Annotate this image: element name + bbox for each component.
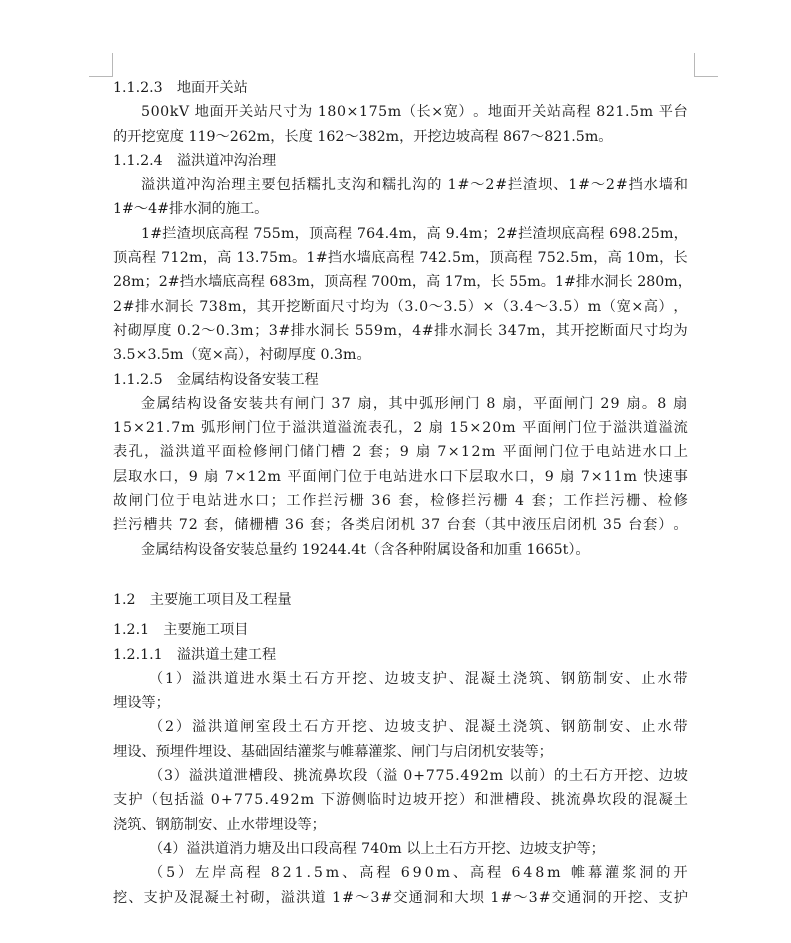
- section-heading: 1.1.2.4 溢洪道冲沟治理: [113, 152, 277, 169]
- paragraph-line: （ 3 ） 溢 洪 道 泄 槽 段 、 挑 流 鼻 坎 段 （ 溢 0 + 7 7 5 . 4 9 2 m 以 前 ） 的 土 石 方 开 挖 、 边 坡: [149, 768, 688, 785]
- paragraph-line: （ 2 ） 溢 洪 道 闸 室 段 土 石 方 开 挖 、 边 坡 支 护 、 混 凝 土 浇 筑 、 钢 筋 制 安 、 止 水 带: [149, 719, 688, 736]
- paragraph-line: 2 8 m ； 2 # 挡 水 墙 底 高 程 6 8 3 m ， 顶 高 程 7 0 0 m ， 高 1 7 m ， 长 5 5 m 。 1 # 排 水 洞 长 2 8 0 m ，: [113, 274, 692, 291]
- paragraph-line: 1 # 拦 渣 坝 底 高 程 7 5 5 m ， 顶 高 程 7 6 4 . 4 m ， 高 9 . 4 m ； 2 # 拦 渣 坝 底 高 程 6 9 8 . 2 5 m ，: [141, 225, 688, 242]
- paragraph-line: 埋设等；: [113, 695, 170, 712]
- section-heading: 1.1.2.3 地面开关站: [113, 80, 248, 96]
- spacer: [113, 562, 688, 588]
- crop-mark-top-left-vertical: [112, 53, 113, 77]
- paragraph-line: 1 5 × 2 1 . 7 m 弧 形 闸 门 位 于 溢 洪 道 溢 流 表 孔 ， 2 扇 1 5 × 2 0 m 平 面 闸 门 位 于 溢 洪 道 溢 流: [113, 420, 688, 437]
- section-heading: 1.2 主要施工项目及工程量: [113, 591, 292, 608]
- paragraph-line: 层 取 水 口 ， 9 扇 7 × 1 2 m 平 面 闸 门 位 于 电 站 进 水 口 下 层 取 水 口 ， 9 扇 7 × 1 1 m 快 速 事: [113, 468, 688, 485]
- paragraph-line: 顶 高 程 7 1 2 m ， 高 1 3 . 7 5 m 。 1 # 挡 水 墙 底 高 程 7 4 2 . 5 m ， 顶 高 程 7 5 2 . 5 m ， 高 1 0 m ， 长: [113, 250, 688, 267]
- crop-mark-top-right-horizontal: [694, 76, 718, 77]
- crop-mark-top-left-horizontal: [89, 76, 113, 77]
- paragraph-line: （ 1 ） 溢 洪 道 进 水 渠 土 石 方 开 挖 、 边 坡 支 护 、 混 凝 土 浇 筑 、 钢 筋 制 安 、 止 水 带: [149, 670, 688, 687]
- paragraph-line: （ 5 ） 左 岸 高 程 8 2 1 . 5 m 、 高 程 6 9 0 m 、 高 程 6 4 8 m 帷 幕 灌 浆 洞 的 开: [149, 865, 688, 882]
- paragraph-line: 支 护 （ 包 括 溢 0 + 7 7 5 . 4 9 2 m 下 游 侧 临 时 边 坡 开 挖 ） 和 泄 槽 段 、 挑 流 鼻 坎 段 的 混 凝 土: [113, 792, 688, 809]
- paragraph-line: 故 闸 门 位 于 电 站 进 水 口 ； 工 作 拦 污 栅 3 6 套 ， 检 修 拦 污 栅 4 套 ； 工 作 拦 污 栅 、 检 修: [113, 493, 688, 510]
- paragraph-line: 3.5×3.5m（宽×高），衬砌厚度 0.3m。: [113, 347, 371, 364]
- paragraph-line: 拦 污 槽 共 7 2 套 ， 储 栅 槽 3 6 套 ； 各 类 启 闭 机 3 7 台 套 （ 其 中 液 压 启 闭 机 3 5 台 套 ） 。: [113, 517, 688, 534]
- paragraph-line: 2 # 排 水 洞 长 7 3 8 m ， 其 开 挖 断 面 尺 寸 均 为 （ 3 . 0 ～ 3 . 5 ） × （ 3 . 4 ～ 3 . 5 ） m （ 宽 × 高 ） ，: [113, 298, 688, 315]
- paragraph-line: 埋设、预埋件埋设、基础固结灌浆与帷幕灌浆、闸门与启闭机安装等；: [113, 743, 553, 760]
- section-heading: 1.2.1.1 溢洪道土建工程: [113, 646, 277, 663]
- crop-mark-top-right-vertical: [694, 53, 695, 77]
- paragraph-line: （4）溢洪道消力塘及出口段高程 740m 以上土石方开挖、边坡支护等；: [149, 840, 605, 857]
- paragraph-line: 5 0 0 k V 地 面 开 关 站 尺 寸 为 1 8 0 × 1 7 5 m （ 长 × 宽 ） 。 地 面 开 关 站 高 程 8 2 1 . 5 m 平 台: [141, 104, 688, 121]
- paragraph-line: 的开挖宽度 119～262m，长度 162～382m，开挖边坡高程 867～821.5m。: [113, 128, 613, 145]
- section-heading: 1.2.1 主要施工项目: [113, 622, 249, 639]
- paragraph-line: 1#～4#排水洞的施工。: [113, 201, 269, 218]
- section-heading: 1.1.2.5 金属结构设备安装工程: [113, 371, 319, 388]
- paragraph-line: 金属结构设备安装总量约 19244.4t（含各种附属设备和加重 1665t）。: [141, 541, 590, 558]
- paragraph-line: 挖 、 支 护 及 混 凝 土 衬 砌 ， 溢 洪 道 1 # ～ 3 # 交 通 洞 和 大 坝 1 # ～ 3 # 交 通 洞 的 开 挖 、 支 护: [113, 889, 688, 906]
- paragraph-line: 浇筑、钢筋制安、止水带埋设等；: [113, 816, 326, 833]
- paragraph-line: 衬 砌 厚 度 0 . 2 ～ 0 . 3 m ； 3 # 排 水 洞 长 5 5 9 m ， 4 # 排 水 洞 长 3 4 7 m ， 其 开 挖 断 面 尺 寸 均 为: [113, 322, 688, 339]
- paragraph-line: 金 属 结 构 设 备 安 装 共 有 闸 门 3 7 扇 ， 其 中 弧 形 闸 门 8 扇 ， 平 面 闸 门 2 9 扇 。 8 扇: [141, 395, 688, 412]
- paragraph-line: 表 孔 ， 溢 洪 道 平 面 检 修 闸 门 储 门 槽 2 套 ； 9 扇 7 × 1 2 m 平 面 闸 门 位 于 电 站 进 水 口 上: [113, 444, 688, 461]
- paragraph-line: 溢 洪 道 冲 沟 治 理 主 要 包 括 糯 扎 支 沟 和 糯 扎 沟 的 1 # ～ 2 # 拦 渣 坝 、 1 # ～ 2 # 挡 水 墙 和: [141, 177, 688, 194]
- document-body: [113, 76, 692, 910]
